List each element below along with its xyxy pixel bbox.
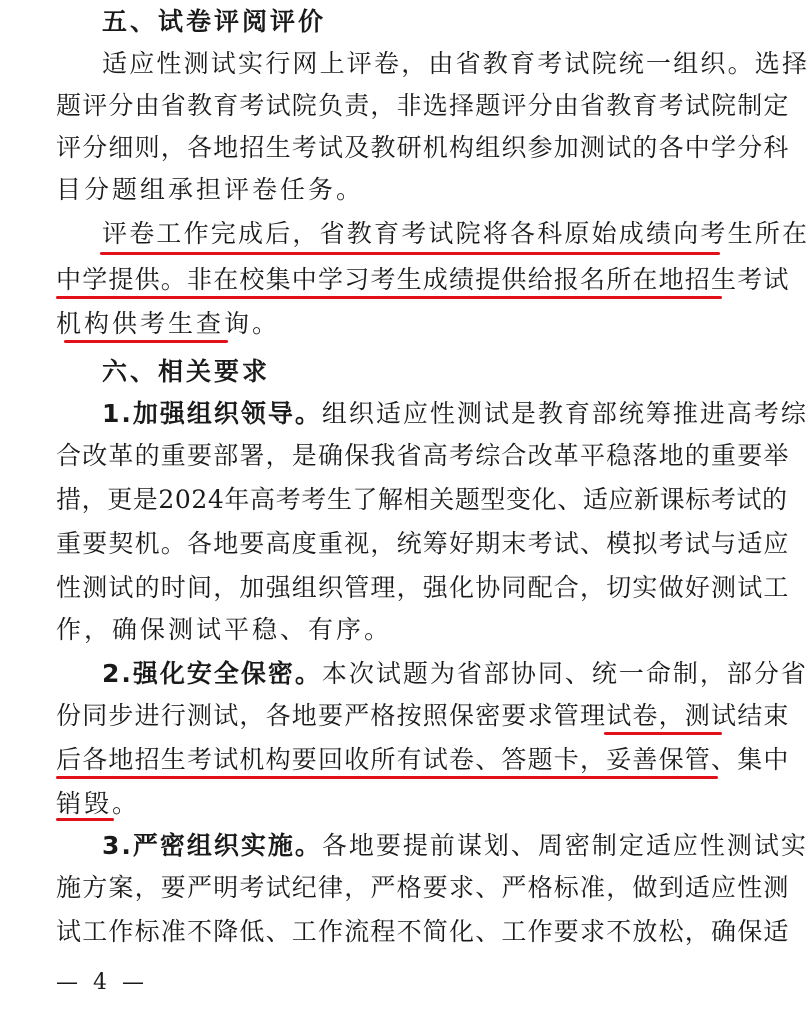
section-5-para1-line1: 适应性测试实行网上评卷，由省教育考试院统一组织。选择 (102, 49, 809, 78)
highlight-underline (56, 776, 718, 779)
item-1-line2: 合改革的重要部署，是确保我省高考综合改革平稳落地的重要举 (56, 441, 790, 470)
section-5-para1-line2: 题评分由省教育考试院负责，非选择题评分由省教育考试院制定 (56, 91, 790, 120)
item-3-line1 (102, 826, 808, 866)
item-2-line3: 后各地招生考试机构要回收所有试卷、答题卡，妥善保管、集中 (56, 745, 790, 774)
item-1-line6: 作，确保测试平稳、有序。 (56, 615, 393, 644)
highlight-underline (56, 818, 114, 821)
section-5-para2-line1: 评卷工作完成后，省教育考试院将各科原始成绩向考生所在 (102, 219, 809, 248)
item-1-line5: 性测试的时间，加强组织管理，强化协同配合，切实做好测试工 (56, 573, 790, 602)
highlight-underline (100, 252, 720, 255)
highlight-underline (604, 732, 722, 735)
highlight-underline (64, 340, 228, 343)
section-5-para2-line2: 中学提供。非在校集中学习考生成绩提供给报名所在地招生考试 (56, 265, 790, 294)
section-5-heading: 五、试卷评阅评价 (102, 7, 327, 36)
item-1-line3: 措，更是2024年高考考生了解相关题型变化、适应新课标考试的 (56, 485, 788, 514)
item-2-line1 (102, 654, 808, 694)
section-5-para1-line3: 评分细则，各地招生考试及教研机构组织参加测试的各中学分科 (56, 133, 790, 162)
highlight-underline (56, 296, 722, 299)
section-5-para1-line4: 目分题组承担评卷任务。 (56, 175, 365, 204)
item-1-title: 1.加强组织领导。 (102, 399, 322, 428)
section-6-heading: 六、相关要求 (102, 357, 271, 386)
section-5-para2-line3: 机构供考生查询。 (56, 309, 281, 338)
page-number: — 4 — (56, 970, 148, 995)
item-3-line2: 施方案，要严明考试纪律，严格要求、严格标准，做到适应性测 (56, 873, 790, 902)
item-2-line4: 销毁。 (56, 789, 141, 818)
item-2-title: 2.强化安全保密。 (102, 659, 322, 688)
item-3-line3: 试工作标准不降低、工作流程不简化、工作要求不放松，确保适 (56, 917, 790, 946)
item-1-line4: 重要契机。各地要高度重视，统筹好期末考试、模拟考试与适应 (56, 529, 790, 558)
item-2-line2: 份同步进行测试，各地要严格按照保密要求管理试卷，测试结束 (56, 701, 790, 730)
item-1-line1 (102, 394, 808, 434)
item-3-title: 3.严密组织实施。 (102, 831, 322, 860)
item-1-first-rest: 组织适应性测试是教育部统筹推进高考综 (321, 399, 808, 428)
item-2-first-rest: 本次试题为省部协同、统一命制，部分省 (321, 659, 808, 688)
item-3-first-rest: 各地要提前谋划、周密制定适应性测试实 (321, 831, 808, 860)
